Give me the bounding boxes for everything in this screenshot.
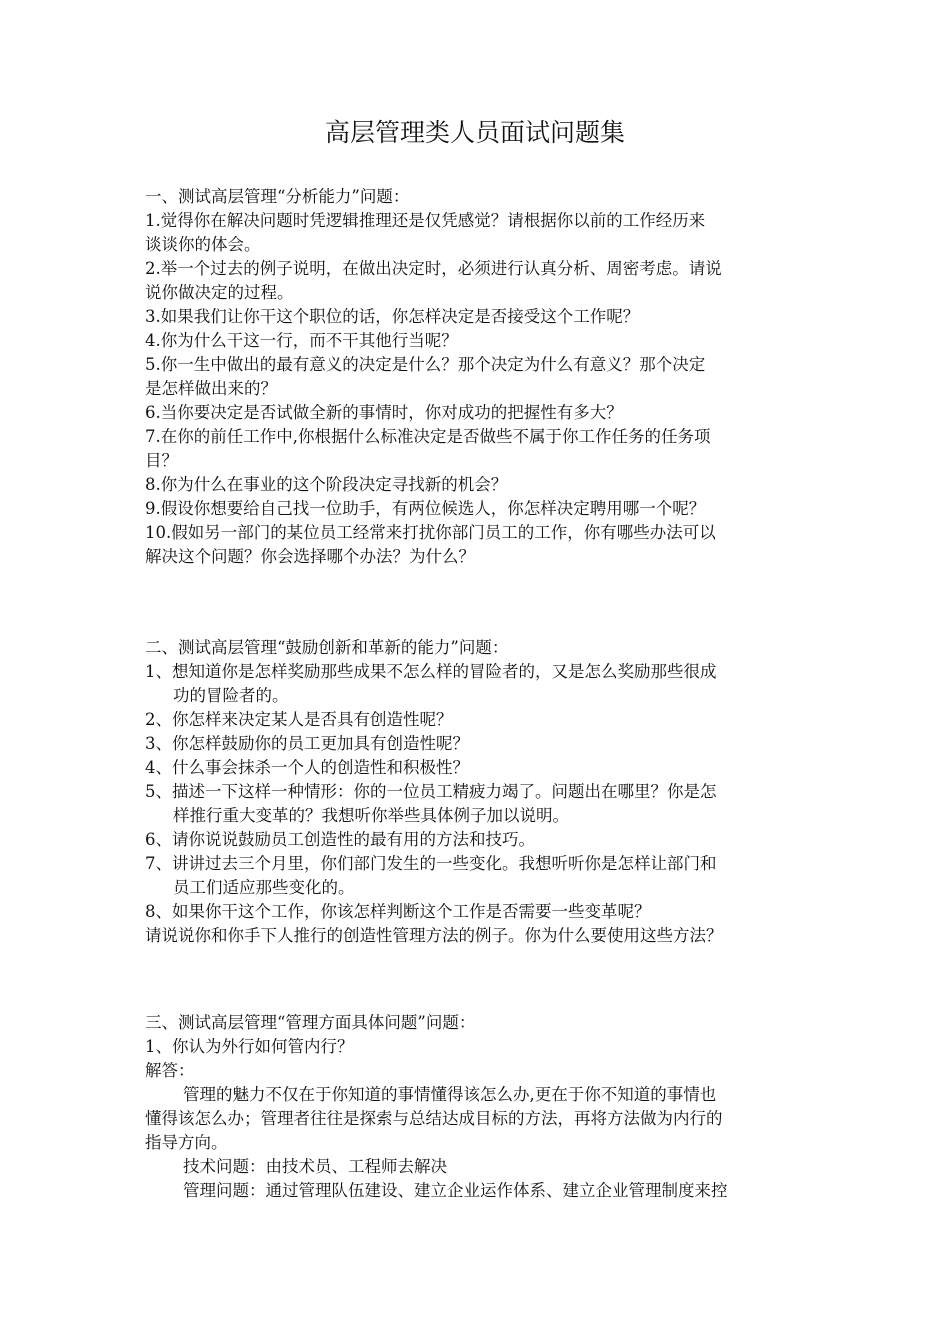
document-title: 高层管理类人员面试问题集 xyxy=(324,118,625,147)
section-management xyxy=(145,1011,825,1203)
question-line: 3、你怎样鼓励你的员工更加具有创造性呢？ xyxy=(145,734,469,753)
section-innovation xyxy=(145,636,825,948)
question-line: 员工们适应那些变化的。 xyxy=(173,878,355,897)
answer-label: 解答： xyxy=(145,1061,195,1080)
question-line: 谈谈你的体会。 xyxy=(145,235,261,254)
question-line: 解决这个问题？你会选择哪个办法？为什么？ xyxy=(145,547,475,566)
question-line: 5、描述一下这样一种情形：你的一位员工精疲力竭了。问题出在哪里？你是怎 xyxy=(145,782,717,801)
question-line: 6、请你说说鼓励员工创造性的最有用的方法和技巧。 xyxy=(145,830,535,849)
question-line: 9.假设你想要给自己找一位助手，有两位候选人，你怎样决定聘用哪一个呢？ xyxy=(145,499,706,518)
question-line: 7、讲讲过去三个月里，你们部门发生的一些变化。我想听听你是怎样让部门和 xyxy=(145,854,717,873)
question-line: 1.觉得你在解决问题时凭逻辑推理还是仅凭感觉？请根据你以前的工作经历来 xyxy=(145,211,706,230)
question-line: 请说说你和你手下人推行的创造性管理方法的例子。你为什么要使用这些方法？ xyxy=(145,926,723,945)
question-line: 是怎样做出来的？ xyxy=(145,379,277,398)
answer-paragraph: 懂得该怎么办；管理者往往是探索与总结达成目标的方法，再将方法做为内行的 xyxy=(145,1109,723,1128)
answer-paragraph: 技术问题：由技术员、工程师去解决 xyxy=(183,1157,447,1176)
question-line: 3.如果我们让你干这个职位的话，你怎样决定是否接受这个工作呢？ xyxy=(145,307,640,326)
question-line: 7.在你的前任工作中,你根据什么标准决定是否做些不属于你工作任务的任务项 xyxy=(145,427,711,446)
section-heading: 三、测试高层管理“管理方面具体问题”问题： xyxy=(145,1013,476,1032)
question-line: 功的冒险者的。 xyxy=(173,686,289,705)
question-line: 10.假如另一部门的某位员工经常来打扰你部门员工的工作，你有哪些办法可以 xyxy=(145,523,716,542)
question-line: 样推行重大变革的？我想听你举些具体例子加以说明。 xyxy=(173,806,569,825)
answer-paragraph: 指导方向。 xyxy=(145,1133,228,1152)
question-line: 2.举一个过去的例子说明，在做出决定时，必须进行认真分析、周密考虑。请说 xyxy=(145,259,722,278)
answer-paragraph: 管理问题：通过管理队伍建设、建立企业运作体系、建立企业管理制度来控 xyxy=(183,1181,728,1200)
question-line: 5.你一生中做出的最有意义的决定是什么？那个决定为什么有意义？那个决定 xyxy=(145,355,706,374)
section-heading: 二、测试高层管理“鼓励创新和革新的能力”问题： xyxy=(145,638,509,657)
question-line: 目？ xyxy=(145,451,178,470)
question-line: 4.你为什么干这一行，而不干其他行当呢？ xyxy=(145,331,458,350)
section-heading: 一、测试高层管理“分析能力”问题： xyxy=(145,187,410,206)
question-line: 4、什么事会抹杀一个人的创造性和积极性？ xyxy=(145,758,469,777)
question-line: 2、你怎样来决定某人是否具有创造性呢？ xyxy=(145,710,453,729)
question-line: 6.当你要决定是否试做全新的事情时，你对成功的把握性有多大？ xyxy=(145,403,623,422)
answer-paragraph: 管理的魅力不仅在于你知道的事情懂得该怎么办,更在于你不知道的事情也 xyxy=(183,1085,717,1104)
question-line: 1、你认为外行如何管内行？ xyxy=(145,1037,354,1056)
section-analysis xyxy=(145,185,825,569)
question-line: 1、想知道你是怎样奖励那些成果不怎么样的冒险者的，又是怎么奖励那些很成 xyxy=(145,662,717,681)
question-line: 8、如果你干这个工作，你该怎样判断这个工作是否需要一些变革呢？ xyxy=(145,902,651,921)
question-line: 说你做决定的过程。 xyxy=(145,283,294,302)
question-line: 8.你为什么在事业的这个阶段决定寻找新的机会？ xyxy=(145,475,508,494)
